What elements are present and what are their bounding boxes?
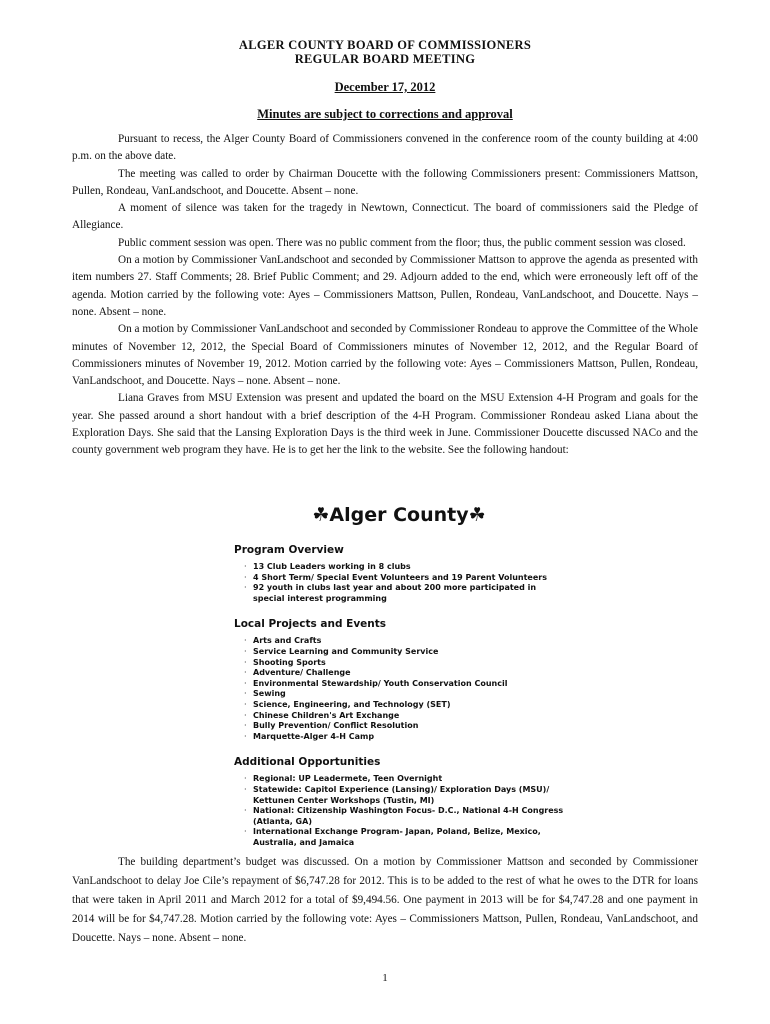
list-item: · 13 Club Leaders working in 8 clubs (244, 562, 564, 573)
minutes-body (72, 131, 698, 460)
handout-section-heading: Program Overview (234, 544, 344, 556)
handout-section-heading: Additional Opportunities (234, 756, 381, 769)
handout-list (234, 562, 564, 604)
paragraph: Public comment session was open. There was no public comment from the floor; thus, the public comment session was closed. (118, 236, 686, 249)
4h-handout (234, 504, 564, 862)
list-item: · Sewing (244, 689, 564, 700)
list-item: · Service Learning and Community Service (244, 647, 564, 658)
page-number: 1 (382, 972, 388, 984)
paragraph: Liana Graves from MSU Extension was present and updated the board on the MSU Extension 4-H Program and goals for the year. She passed around a short handout with a brief description of the 4-H Program. Commissioner Rondeau asked Liana about the Exploration Days. She said that the Lansing Exploration Days is the third week in June. Commissioner Doucette discussed NACo and the county government web program they have. He is to get her the link to the website. See the following handout: (72, 392, 698, 457)
list-item: · Arts and Crafts (244, 636, 564, 647)
list-item: · Regional: UP Leadermete, Teen Overnight (244, 774, 564, 785)
handout-section-heading: Local Projects and Events (234, 618, 387, 631)
paragraph: Pursuant to recess, the Alger County Board of Commissioners convened in the conference room of the county building at 4:00 p.m. on the above date. (72, 133, 698, 163)
list-item: · Environmental Stewardship/ Youth Conservation Council (244, 679, 564, 690)
minutes-disclaimer: Minutes are subject to corrections and approval (257, 107, 513, 121)
handout-list (234, 636, 564, 742)
paragraph: On a motion by Commissioner VanLandschoot and seconded by Commissioner Mattson to approve the agenda as presented with item numbers 27. Staff Comments; 28. Brief Public Comment; and 29. Adjourn added to the end, which were erroneously left off of the agenda. Motion carried by the following vote: Ayes – Commissioners Mattson, Pullen, Rondeau, VanLandschoot, and Doucette. Nays – none. Absent – none. (72, 254, 698, 318)
board-title: ALGER COUNTY BOARD OF COMMISSIONERS (238, 38, 532, 52)
handout-title: ☘Alger County☘ (312, 504, 486, 526)
paragraph: On a motion by Commissioner VanLandschoot and seconded by Commissioner Rondeau to approve the Committee of the Whole minutes of November 12, 2012, the Special Board of Commissioners minutes of November 12, 2012, and the Regular Board of Commissioners minutes of November 19, 2012. Motion carried by the following vote: Ayes – Commissioners Mattson, Pullen, Rondeau, VanLandschoot, and Doucette. Nays – none. Absent – none. (72, 323, 698, 388)
list-item: · Shooting Sports (244, 658, 564, 669)
list-item: · National: Citizenship Washington Focus- D.C., National 4-H Congress (Atlanta, GA) (244, 806, 564, 827)
list-item: · Chinese Children's Art Exchange (244, 711, 564, 722)
list-item: · 92 youth in clubs last year and about 200 more participated in special interest programming (244, 583, 564, 604)
list-item: · Marquette-Alger 4-H Camp (244, 732, 564, 743)
handout-list (234, 774, 564, 848)
meeting-type: REGULAR BOARD MEETING (294, 52, 476, 66)
paragraph: The building department’s budget was discussed. On a motion by Commissioner Mattson and seconded by Commissioner VanLandschoot to delay Joe Cile’s repayment of $6,747.28 for 2012. This is to be added to the rest of what he owes to the DTR for loans that were taken in April 2011 and March 2012 for a total of $9,494.56. One payment in 2013 will be for $4,747.28 and one payment in 2014 will be for $4,747.28. Motion carried by the following vote: Ayes – Commissioners Mattson, Pullen, Rondeau, VanLandschoot, and Doucette. Nays – none. Absent – none. (72, 856, 698, 944)
list-item: · Statewide: Capitol Experience (Lansing)/ Exploration Days (MSU)/ Kettunen Center Workshops (Tustin, MI) (244, 785, 564, 806)
budget-paragraph-block (72, 853, 698, 948)
list-item: · Bully Prevention/ Conflict Resolution (244, 721, 564, 732)
list-item: · International Exchange Program- Japan, Poland, Belize, Mexico, Australia, and Jamaica (244, 827, 564, 848)
list-item: · Adventure/ Challenge (244, 668, 564, 679)
meeting-date: December 17, 2012 (334, 80, 436, 94)
list-item: · 4 Short Term/ Special Event Volunteers and 19 Parent Volunteers (244, 573, 564, 584)
list-item: · Science, Engineering, and Technology (SET) (244, 700, 564, 711)
paragraph: The meeting was called to order by Chairman Doucette with the following Commissioners present: Commissioners Mattson, Pullen, Rondeau, VanLandschoot, and Doucette. Absent – none. (72, 167, 698, 197)
paragraph: A moment of silence was taken for the tragedy in Newtown, Connecticut. The board of commissioners said the Pledge of Allegiance. (72, 202, 698, 232)
